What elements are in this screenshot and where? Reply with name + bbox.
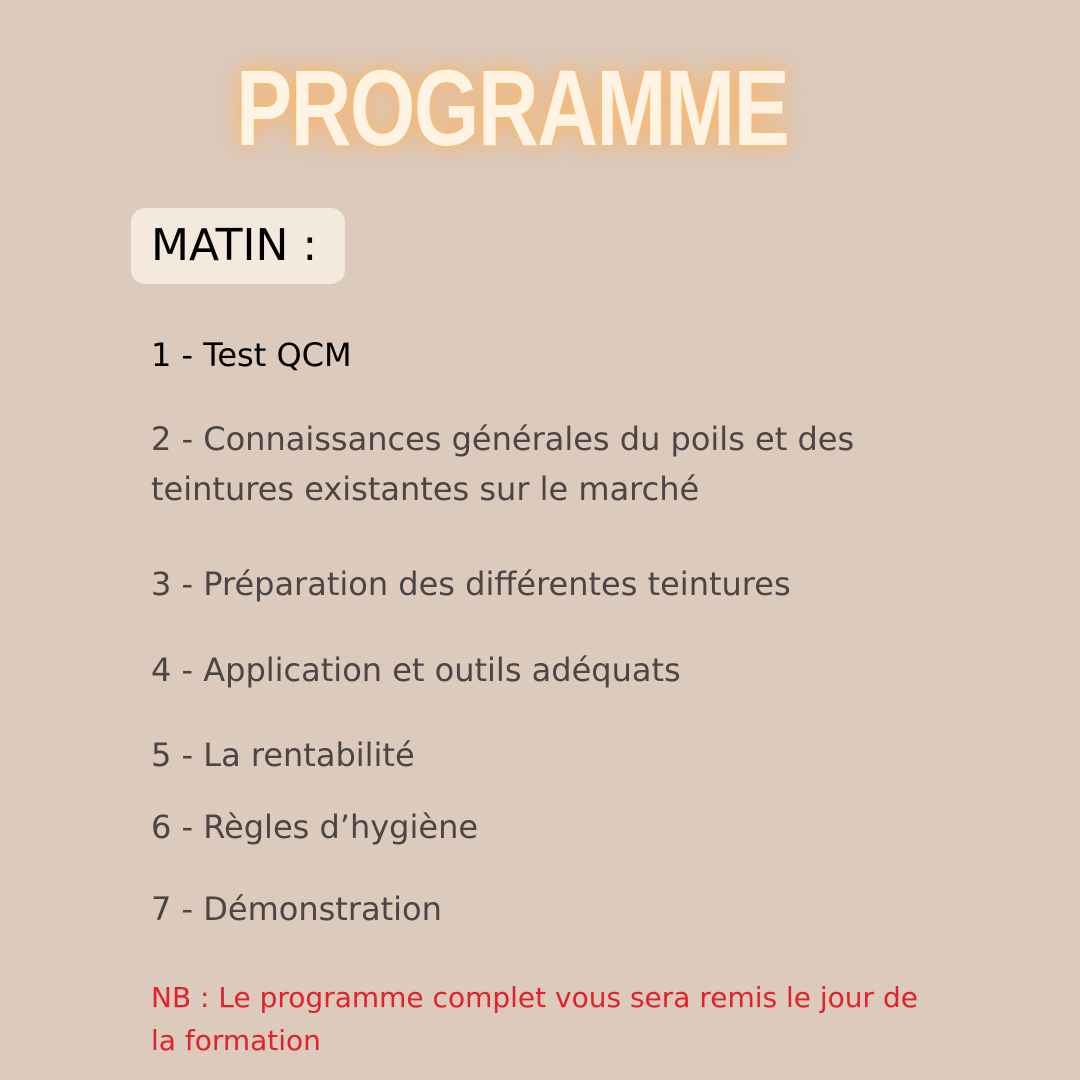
section-badge-morning (131, 208, 345, 284)
footnote (151, 976, 1011, 1062)
program-item-4: 4 - Application et outils adéquats (151, 651, 681, 689)
program-item-3: 3 - Préparation des différentes teintures (151, 565, 791, 603)
program-item-7: 7 - Démonstration (151, 890, 442, 928)
program-item-2-line-1: 2 - Connaissances générales du poils et des (151, 420, 855, 458)
program-item-1: 1 - Test QCM (151, 336, 352, 374)
footnote-line-1: NB : Le programme complet vous sera remis le jour de (151, 981, 918, 1014)
program-item-5: 5 - La rentabilité (151, 736, 415, 774)
program-item-2-line-2: teintures existantes sur le marché (151, 470, 700, 508)
page-title: PROGRAMME (236, 47, 789, 168)
section-label: MATIN : (151, 220, 318, 271)
program-item-6: 6 - Règles d’hygiène (151, 808, 479, 846)
footnote-line-2: la formation (151, 1024, 321, 1057)
